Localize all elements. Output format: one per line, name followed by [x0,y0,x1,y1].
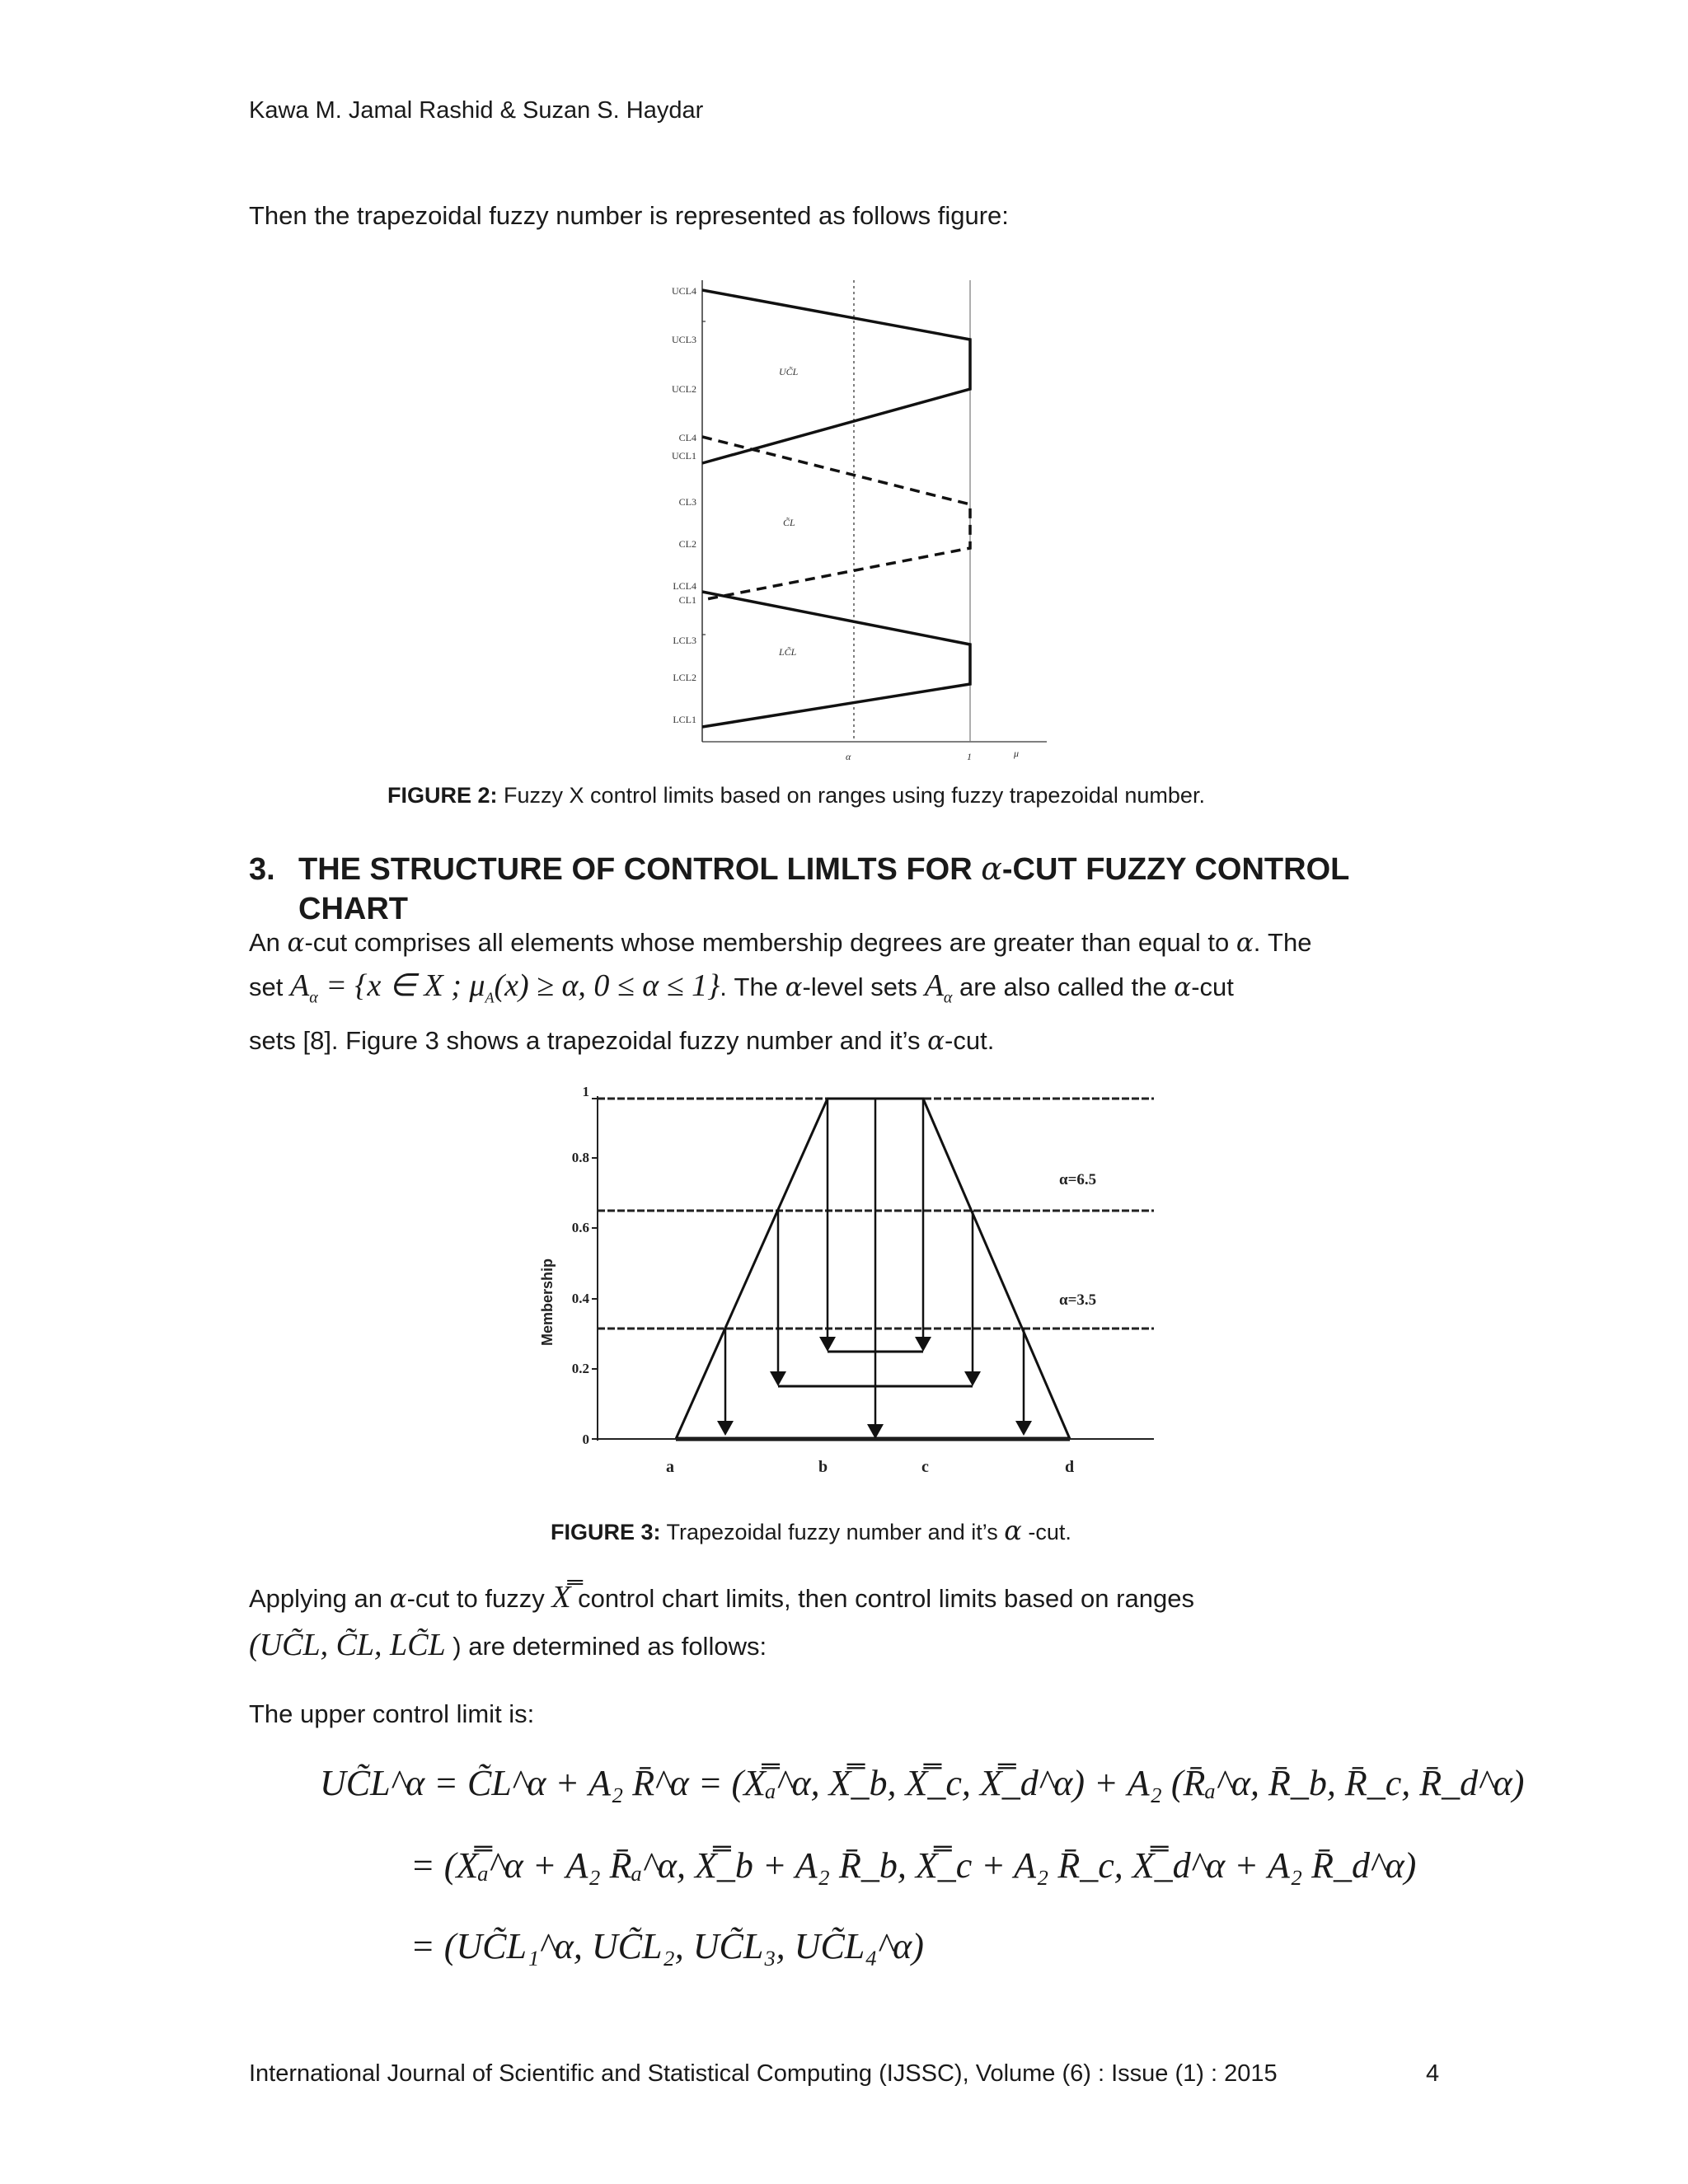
equation-line-1: UC̃L^α = C̃L^α + A₂ R̄^α = (X̿ₐ^α, X̿_b, X̿_c, X̿_d^α) + A₂ (R̄ₐ^α, R̄_b, R̄_c, R̄_d^α) [320,1763,1525,1803]
alpha-symbol: α [389,1584,407,1614]
applying-paragraph [249,1574,1440,1670]
figure-2-caption-label: FIGURE 2: [387,783,498,808]
alpha-symbol: α [927,1025,945,1056]
figure-3-caption-text: Trapezoidal fuzzy number and it’s [666,1520,998,1544]
fig2-xlabel-one: 1 [967,751,972,762]
fig2-cl-shape [702,437,970,600]
para1-text: sets [8]. Figure 3 shows a trapezoidal fuzzy number and it’s [249,1025,921,1055]
fig3-xlabel-d: d [1065,1458,1075,1476]
para1-text: -cut [1191,972,1234,1001]
para1-text: are also called the [959,972,1167,1001]
alpha-symbol: α [785,972,803,1002]
section-title-part2: -CUT FUZZY CONTROL [1001,852,1350,887]
running-header: Kawa M. Jamal Rashid & Suzan S. Haydar [249,97,704,124]
set-definition: $A_\alpha = \{x$ ∈ X ; $\mu_A(x) \ge \alpha$, 0 ≤ α ≤ 1} [289,968,720,1007]
fig2-region-ucl: UC̃L [779,366,799,377]
equation-line-3: = (UC̃L₁^α, UC̃L₂, UC̃L₃, UC̃L₄^α) [410,1926,924,1966]
figure-3 [528,1071,1170,1500]
figure-2 [643,272,1055,766]
fig3-alpha-low-label: α=3.5 [1059,1291,1097,1309]
section-heading [249,849,1440,929]
fig3-ytick: 0.8 [571,1150,589,1165]
section-title-alpha: α [981,851,1002,887]
para2-text: ) are determined as follows: [452,1632,767,1661]
figure-3-caption-end: -cut. [1028,1520,1071,1544]
figure-3-caption [551,1515,1071,1546]
fig3-trapezoid [676,1099,1070,1439]
para1-text: . The [1253,928,1312,957]
figure-3-caption-label: FIGURE 3: [551,1520,661,1544]
fig2-ylabel: LCL2 [673,672,696,683]
upper-limit-label: The upper control limit is: [249,1699,535,1728]
para1-text: . The [720,972,778,1001]
fig2-ylabel: UCL4 [672,285,696,297]
para1-text: -cut comprises all elements whose membership degrees are greater than equal to [304,928,1230,957]
fig3-ytick: 0.4 [571,1291,589,1306]
para2-text: -cut to fuzzy [406,1584,545,1613]
fig3-xlabel-b: b [818,1458,828,1476]
fig2-xlabel-alpha: α [846,751,851,762]
fig2-ylabel: LCL4 [673,580,696,592]
fig3-alpha-high-label: α=6.5 [1059,1171,1097,1188]
para1-text: -level sets [802,972,918,1001]
figure-2-caption [387,783,1205,808]
fig3-xlabel-a: a [666,1458,674,1476]
alpha-cut-definition [249,921,1440,1062]
fig3-xlabel-c: c [921,1458,929,1476]
x-double-bar-symbol: X̿ [551,1580,571,1615]
para2-text: control chart limits, then control limits based on ranges [578,1584,1194,1613]
fig2-ylabel: CL3 [678,496,696,508]
journal-footer: International Journal of Scientific and Statistical Computing (IJSSC), Volume (6) : Issue (1) : 2015 [249,2060,1278,2087]
section-title-line2: CHART [298,892,408,926]
fig2-region-cl: C̃L [783,517,795,528]
alpha-symbol: α [1174,972,1192,1002]
fig3-ylabel: Membership [539,1258,556,1347]
equation-line-2: = (X̿ₐ^α + A₂ R̄ₐ^α, X̿_b + A₂ R̄_b, X̿_c + A₂ R̄_c, X̿_d^α + A₂ R̄_d^α) [410,1845,1417,1886]
alpha-symbol: α [1236,928,1254,958]
fig2-xlabel-mu: μ [1014,748,1020,759]
fig2-lcl-shape [702,592,970,727]
para1-text: An [249,928,280,957]
fig2-ylabel: CL1 [678,594,696,606]
fig2-ylabel: CL4 [678,432,696,443]
figure-2-caption-text: Fuzzy X control limits based on ranges using fuzzy trapezoidal number. [504,783,1205,808]
fig3-ytick: 1 [582,1084,589,1099]
page-number: 4 [1426,2060,1440,2087]
section-number: 3. [249,852,275,887]
fig2-ylabel: UCL1 [672,450,696,462]
fig2-ylabel: LCL3 [673,635,696,646]
fig3-ytick: 0 [582,1432,589,1447]
para2-text: Applying an [249,1584,383,1613]
para1-text: -cut. [945,1025,995,1055]
fig2-region-lcl: LC̃L [779,646,797,658]
fig3-ytick: 0.6 [571,1220,589,1235]
section-title-part1: THE STRUCTURE OF CONTROL LIMLTS FOR [298,852,973,887]
control-limit-tuple: (UC̃L, C̃L, LC̃L [249,1628,446,1662]
fig2-ylabel: UCL3 [672,334,696,345]
intro-sentence: Then the trapezoidal fuzzy number is represented as follows figure: [249,201,1009,230]
fig3-ytick: 0.2 [571,1361,589,1376]
fig2-ucl-shape [702,290,970,463]
fig2-ylabel: CL2 [678,538,696,550]
alpha-set-symbol: $A_\alpha$ [924,968,953,1007]
alpha-symbol: α [287,928,305,958]
fig2-ylabel: UCL2 [672,383,696,395]
alpha-symbol: α [1004,1515,1022,1546]
fig2-ylabel: LCL1 [673,714,696,725]
para1-text: set [249,972,284,1001]
